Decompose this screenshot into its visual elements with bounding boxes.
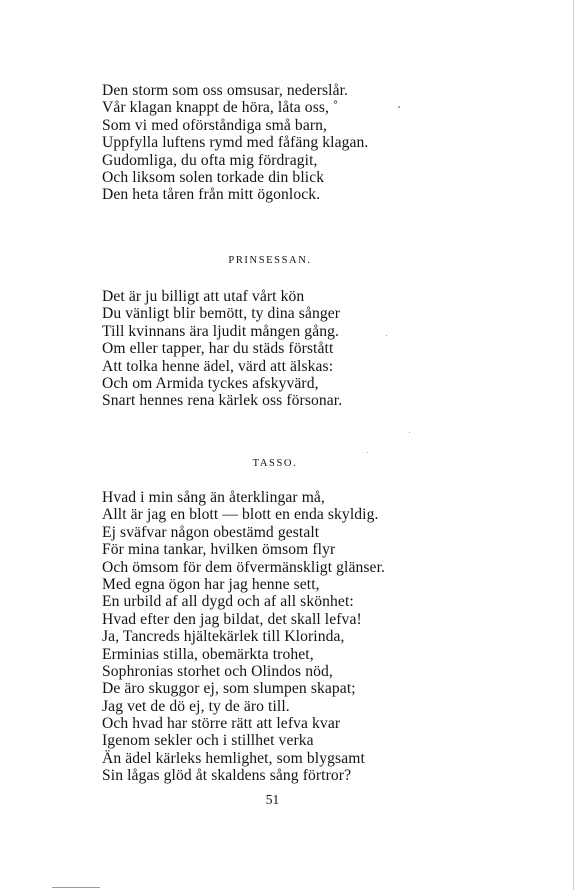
verse-line: Som vi med oförståndiga små barn, bbox=[102, 116, 328, 134]
scan-speck bbox=[367, 452, 368, 453]
verse-line: Vår klagan knappt de höra, låta oss, ˚ bbox=[102, 99, 339, 117]
verse-line: Det är ju billigt att utaf vårt kön bbox=[102, 288, 305, 305]
verse-line: Än ädel kärleks hemlighet, som blygsamt bbox=[102, 749, 365, 767]
verse-line: De äro skuggor ej, som slumpen skapat; bbox=[102, 680, 356, 698]
verse-line: För mina tankar, hvilken ömsom flyr bbox=[102, 541, 336, 559]
verse-line: En urbild af all dygd och af all skönhet: bbox=[102, 593, 354, 611]
page-number: 51 bbox=[265, 792, 280, 807]
speaker-heading: PRINSESSAN. bbox=[228, 255, 312, 266]
verse-line: Snart hennes rena kärlek oss försonar. bbox=[102, 392, 343, 410]
verse-line: Hvad efter den jag bildat, det skall lefva! bbox=[102, 610, 362, 628]
stanza-prinsessan bbox=[102, 288, 342, 410]
verse-line: Och liksom solen torkade din blick bbox=[102, 168, 325, 186]
verse-line: Du vänligt blir bemött, ty dina sånger bbox=[102, 305, 341, 323]
verse-line: Och om Armida tyckes afskyvärd, bbox=[102, 374, 319, 392]
speaker-heading: TASSO. bbox=[252, 458, 298, 469]
scan-speck bbox=[398, 106, 400, 108]
page-edge bbox=[573, 0, 574, 890]
verse-line: Igenom sekler och i stillhet verka bbox=[102, 732, 314, 750]
scan-speck bbox=[386, 335, 387, 336]
verse-line: Till kvinnans ära ljudit mången gång. bbox=[102, 322, 340, 340]
verse-line: Jag vet de dö ej, ty de äro till. bbox=[102, 697, 290, 715]
verse-line: Den storm som oss omsusar, nederslår. bbox=[102, 82, 349, 99]
verse-line: Och ömsom för dem öfvermänskligt glänser. bbox=[102, 558, 385, 576]
verse-line: Om eller tapper, har du städs förstått bbox=[102, 340, 334, 358]
verse-line: Erminias stilla, obemärkta trohet, bbox=[102, 645, 314, 663]
verse-line: Ja, Tancreds hjältekärlek till Klorinda, bbox=[102, 628, 345, 646]
verse-line: Gudomliga, du ofta mig fördragit, bbox=[102, 151, 318, 169]
verse-line: Och hvad har större rätt att lefva kvar bbox=[102, 715, 341, 733]
verse-line: Hvad i min sång än återklingar må, bbox=[102, 489, 325, 506]
stanza-opening bbox=[102, 82, 368, 204]
scan-speck bbox=[409, 432, 410, 433]
verse-line: Med egna ögon har jag henne sett, bbox=[102, 575, 320, 593]
verse-line: Sophronias storhet och Olindos nöd, bbox=[102, 662, 333, 680]
verse-line: Den heta tåren från mitt ögonlock. bbox=[102, 186, 321, 204]
verse-line: Uppfylla luftens rymd med fåfäng klagan. bbox=[102, 134, 369, 152]
page-edge-rule bbox=[52, 887, 100, 888]
verse-line: Allt är jag en blott — blott en enda skyldig. bbox=[102, 506, 379, 524]
verse-line: Sin lågas glöd åt skaldens sång förtror? bbox=[102, 767, 352, 785]
stanza-tasso bbox=[102, 489, 385, 785]
verse-line: Ej sväfvar någon obestämd gestalt bbox=[102, 523, 320, 541]
verse-line: Att tolka henne ädel, värd att älskas: bbox=[102, 357, 334, 375]
